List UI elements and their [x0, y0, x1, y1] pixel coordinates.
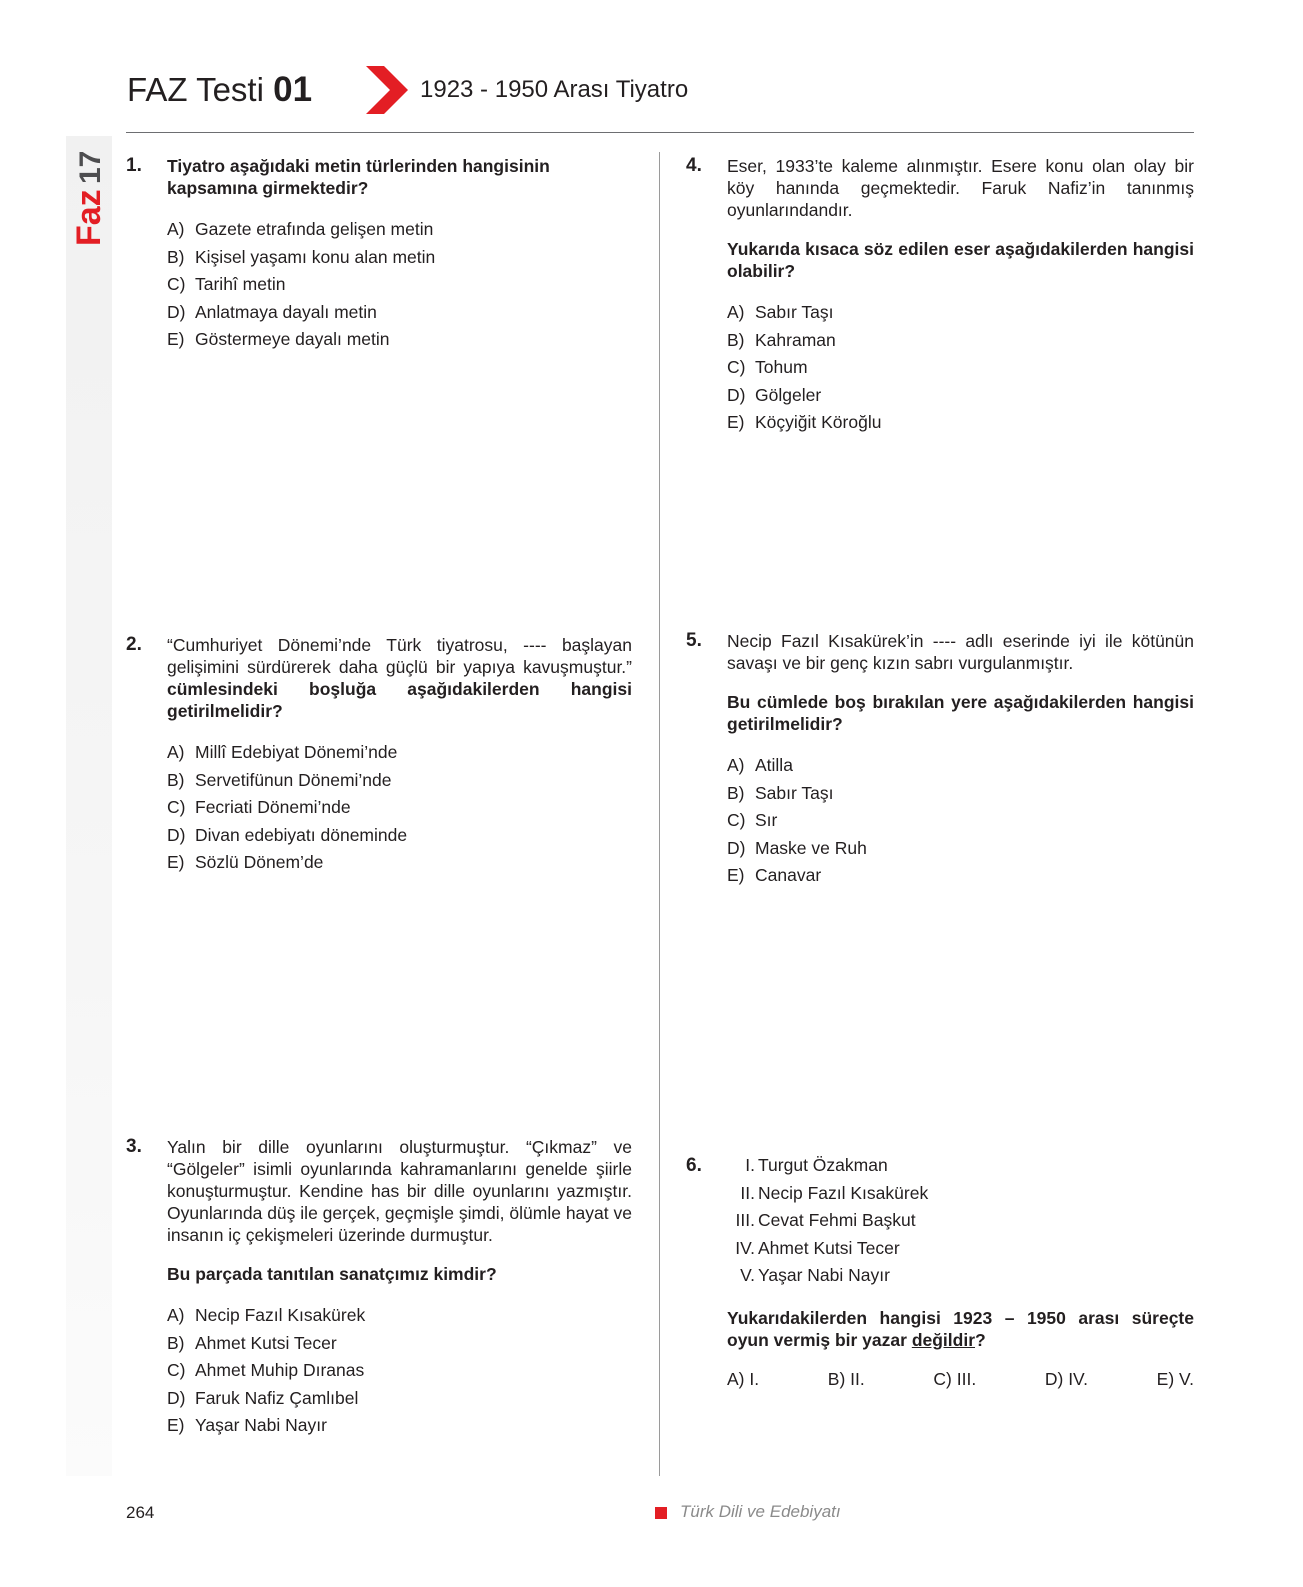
question-prompt: Yukarıda kısaca söz edilen eser aşağıdakilerden hangisi olabilir? — [727, 239, 1194, 281]
answer-options — [727, 752, 1194, 890]
statement-item: IV. Ahmet Kutsi Tecer — [735, 1237, 900, 1258]
option-d[interactable]: D) Maske ve Ruh — [727, 837, 867, 858]
question-stem: Necip Fazıl Kısakürek’in ---- adlı eserinde iyi ile kötünün savaşı ve bir genç kızın sabrı vurgulanmıştır. — [727, 631, 1194, 673]
question-number: 1. — [126, 155, 142, 176]
option-a[interactable]: A) Gazete etrafında gelişen metin — [167, 219, 434, 239]
option-d[interactable]: D) Divan edebiyatı döneminde — [167, 824, 408, 845]
option-c[interactable]: C) Ahmet Muhip Dıranas — [167, 1360, 365, 1381]
test-topic: 1923 - 1950 Arası Tiyatro — [420, 76, 689, 103]
option-e[interactable]: E) Göstermeye dayalı metin — [167, 329, 390, 350]
test-series: FAZ Testi — [127, 71, 264, 108]
option-d[interactable]: D) Gölgeler — [727, 384, 822, 405]
answer-options — [167, 216, 632, 354]
test-number: 01 — [273, 70, 313, 109]
question-stem: Tiyatro aşağıdaki metin türlerinden hangisinin kapsamına girmektedir? — [167, 156, 550, 198]
option-b[interactable]: B) Ahmet Kutsi Tecer — [167, 1332, 337, 1353]
option-b[interactable]: B) II. — [827, 1368, 865, 1389]
option-d[interactable]: D) Anlatmaya dayalı metin — [167, 301, 377, 322]
question-stem: “Cumhuriyet Dönemi’nde Türk tiyatrosu, ---- başlayan gelişimini sürdürerek daha güçlü bir yapıya kavuşmuştur.” cümlesindeki boşluğa aşağıdakilerden hangisi getirilmelidir? — [167, 635, 632, 721]
question-number: 3. — [126, 1136, 142, 1157]
option-e[interactable]: E) Köçyiğit Köroğlu — [727, 412, 882, 433]
statement-list — [727, 1152, 1194, 1290]
chapter-number: 17 — [74, 150, 107, 184]
option-b[interactable]: B) Servetifünun Dönemi’nde — [167, 769, 392, 790]
statement-item: V. Yaşar Nabi Nayır — [740, 1265, 890, 1286]
statement-item: II. Necip Fazıl Kısakürek — [740, 1182, 929, 1203]
option-a[interactable]: A) I. — [727, 1368, 760, 1389]
question-stem: Yalın bir dille oyunlarını oluşturmuştur. “Çıkmaz” ve “Gölgeler” isimli oyunlarında kahramanlarını genelde şiirle konuşturmuştur. Kendine has bir dille oyunlarını yazmıştır. Oyunlarında düş ile gerçek, geçmişle şimdi, ölümle hayat ve insanın iç çekişmeleri üzerinde durmuştur. — [167, 1137, 632, 1245]
option-b[interactable]: B) Sabır Taşı — [727, 782, 834, 803]
side-band — [66, 136, 112, 1476]
option-c[interactable]: C) III. — [933, 1368, 977, 1389]
statement-item: III. Cevat Fehmi Başkut — [735, 1210, 916, 1231]
question-stem: Eser, 1933’te kaleme alınmıştır. Esere konu olan olay bir köy hanında geçmektedir. Faruk Nafiz’in tanınmış oyunlarındandır. — [727, 156, 1194, 220]
question-number: 4. — [686, 155, 702, 176]
option-e[interactable]: E) Yaşar Nabi Nayır — [167, 1415, 327, 1436]
question-prompt: Bu parçada tanıtılan sanatçımız kimdir? — [167, 1264, 497, 1284]
question-prompt: Yukarıdakilerden hangisi 1923 – 1950 arası süreçte oyun vermiş bir yazar değildir? — [727, 1307, 1194, 1350]
option-b[interactable]: B) Kişisel yaşamı konu alan metin — [167, 246, 436, 267]
column-divider — [659, 152, 660, 1476]
answer-options — [727, 1368, 1194, 1390]
option-e[interactable]: E) Canavar — [727, 865, 822, 886]
question-prompt: Bu cümlede boş bırakılan yere aşağıdakilerden hangisi getirilmelidir? — [727, 692, 1194, 734]
option-a[interactable]: A) Millî Edebiyat Dönemi’nde — [167, 742, 398, 762]
answer-options — [167, 739, 632, 877]
header-divider — [126, 132, 1194, 133]
test-title — [127, 70, 312, 110]
answer-options — [727, 299, 1194, 437]
brand-logo: Faz — [70, 189, 108, 246]
page-number: 264 — [126, 1503, 155, 1522]
chevron-right-icon — [366, 66, 408, 119]
statement-item: I. Turgut Özakman — [745, 1155, 888, 1175]
question-number: 5. — [686, 630, 702, 651]
option-b[interactable]: B) Kahraman — [727, 329, 836, 350]
option-e[interactable]: E) Sözlü Dönem’de — [167, 852, 324, 873]
question-number: 6. — [686, 1155, 702, 1176]
option-a[interactable]: A) Atilla — [727, 755, 793, 775]
option-a[interactable]: A) Necip Fazıl Kısakürek — [167, 1305, 366, 1325]
option-d[interactable]: D) IV. — [1044, 1368, 1088, 1389]
option-d[interactable]: D) Faruk Nafiz Çamlıbel — [167, 1387, 359, 1408]
option-e[interactable]: E) V. — [1156, 1368, 1194, 1389]
subject-name: Türk Dili ve Edebiyatı — [680, 1502, 841, 1521]
option-c[interactable]: C) Tohum — [727, 357, 808, 378]
chapter-label — [56, 150, 116, 250]
answer-options — [167, 1302, 632, 1440]
option-c[interactable]: C) Sır — [727, 810, 778, 831]
option-c[interactable]: C) Fecriati Dönemi’nde — [167, 797, 351, 818]
option-c[interactable]: C) Tarihî metin — [167, 274, 286, 295]
option-a[interactable]: A) Sabır Taşı — [727, 302, 834, 322]
square-bullet-icon — [655, 1507, 667, 1519]
question-number: 2. — [126, 634, 142, 655]
